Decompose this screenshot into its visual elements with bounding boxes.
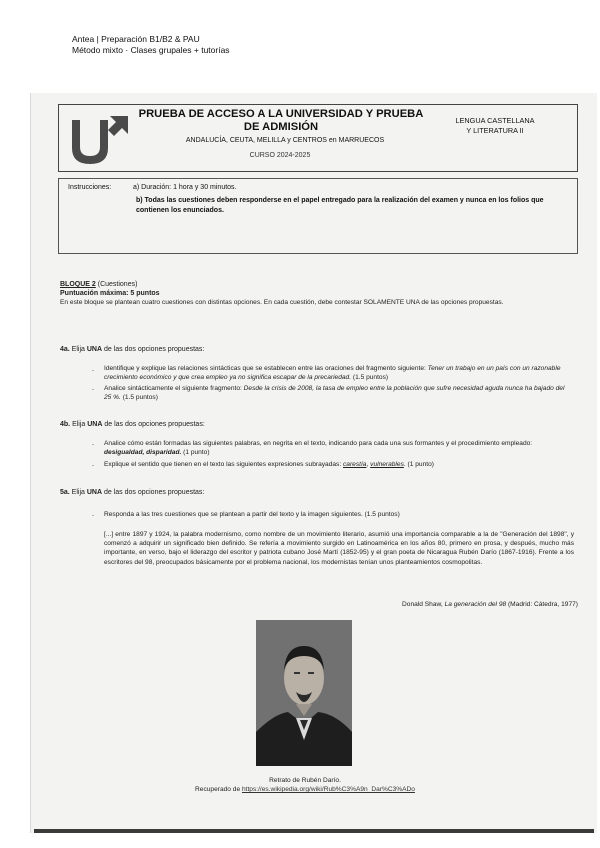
bullet-dash: - [92,386,95,393]
q4b-item2-post: . (1 punto) [403,461,434,468]
q4a-item-1 [104,365,570,382]
sheet-bottom-edge [34,829,594,833]
ruben-dario-portrait [256,620,352,766]
q4b-item2-pre: Explique el sentido que tienen en el texto las siguientes expresiones subrayadas: [104,461,343,468]
portrait-source [160,786,450,795]
bloque-score: Puntuación máxima: 5 puntos [60,290,160,297]
q4b-number: 4b. [60,421,71,428]
page-header-note [72,34,230,56]
exam-subject [440,116,550,136]
bloque-title: BLOQUE 2 [60,281,96,288]
q4a-item1-quote: Tener un trabajo en un país con un razonable crecimiento económico y que crea empleo ya no significa escapar de la precariedad. [104,365,561,381]
q4b-item1-pre: Analice cómo están formadas las siguientes palabras, en negrita en el texto, indicando para cada una sus formantes y el procedimiento empleado: [104,440,533,447]
q5a-post: de las dos opciones propuestas: [102,489,205,496]
q4a-post: de las dos opciones propuestas: [102,346,205,353]
bloque-heading [60,281,137,290]
q4b-item1-words: desigualdad, disparidad. [104,448,182,456]
q4b-sep: , [366,461,371,468]
bullet-dash: - [92,441,95,448]
bloque-intro: En este bloque se plantean cuatro cuestiones con distintas opciones. En cada cuestión, debe contestar SOLAMENTE UNA de las opciones propuestas. [60,299,504,306]
q5a-quote-text: [...] entre 1897 y 1924, la palabra modernismo, como nombre de un movimiento literario, asumió una importancia comparable a la de "Generación del 1898", y comenzó a adquirir un significado bien definido. Se refería a movimiento surgido en Latinoamérica en los años 80, primero en prosa, y después, mucho más importante, en verso, bajo el liderazgo del escritor y patriota cubano José Martí (1852-95) y el gran poeta de Nicaragua Rubén Darío (1867-1916). Frente a los escritores del 98, preocupados básicamente por el problema nacional, los modernistas tenían unos planteamientos cosmopolitas. [104,531,574,566]
q5a-item-1: Responda a las tres cuestiones que se plantean a partir del texto y la imagen siguientes. (1.5 puntos) [104,511,400,518]
exam-region: ANDALUCÍA, CEUTA, MELILLA y CENTROS en MARRUECOS [185,137,385,144]
question-5a-heading [60,489,204,496]
instruction-duration: a) Duración: 1 hora y 30 minutos. [133,184,237,191]
q4b-word-vulnerables: vulnerables [370,461,404,468]
q4a-item2-post: (1.5 puntos) [120,393,158,401]
citation-work: La generación del 98 [444,601,507,608]
citation-publisher: (Madrid: Cátedra, 1977) [506,601,578,608]
q4a-item2-quote: Desde la crisis de 2008, la tasa de empleo entre la población que sufre necesidad aguda nunca ha bajado del 25 %. [104,385,565,401]
source-link[interactable]: https://es.wikipedia.org/wiki/Rub%C3%A9n_Dar%C3%ADo [241,786,415,793]
question-4b-heading [60,421,205,428]
q5a-number: 5a. [60,489,70,496]
q4a-number: 4a. [60,346,70,353]
bullet-dash: - [92,367,95,374]
q5a-pre: Elija [69,489,87,496]
q4b-word-carestia: carestía [343,461,367,468]
source-prefix: Recuperado de [195,786,242,793]
bullet-dash: - [92,512,95,519]
subject-line2: Y LITERATURA II [466,126,524,135]
university-logo [68,112,132,168]
subject-line1: LENGUA CASTELLANA [455,116,535,125]
q4b-bold: UNA [87,421,103,428]
q4b-item1-post: (1 punto) [181,448,210,456]
exam-title: PRUEBA DE ACCESO A LA UNIVERSIDAD Y PRUEBA DE ADMISIÓN [138,108,424,133]
q4a-item2-pre: Analice sintácticamente el siguiente fragmento: [104,385,244,392]
portrait-caption: Retrato de Rubén Darío. [269,777,341,784]
bloque-title-suffix: (Cuestiones) [95,281,138,288]
bullet-dash: - [92,462,95,469]
header-note-line1: Antea | Preparación B1/B2 & PAU [72,34,200,44]
q4b-item-2 [104,461,570,470]
q4b-post: de las dos opciones propuestas: [102,421,205,428]
q4a-item1-post: (1.5 puntos) [351,373,389,381]
q5a-citation [260,601,578,610]
instruction-answer-sheet: b) Todas las cuestiones deben responderse en el papel entregado para la realización del examen y nunca en los folios que contienen los enunciados. [136,197,544,214]
header-note-line2: Método mixto · Clases grupales + tutorías [72,45,230,55]
question-4a-heading [60,346,204,353]
instructions-label: Instrucciones: [68,184,112,191]
q4a-item-2 [104,385,570,402]
citation-author: Donald Shaw, [402,601,445,608]
q4a-bold: UNA [86,346,103,353]
q4a-item1-pre: Identifique y explique las relaciones sintácticas que se establecen entre las oraciones del fragmento siguiente: [104,365,428,372]
q4b-pre: Elija [70,421,88,428]
q4b-item-1 [104,440,570,457]
exam-course: CURSO 2024-2025 [249,152,311,159]
q5a-bold: UNA [86,489,103,496]
q4a-pre: Elija [69,346,87,353]
